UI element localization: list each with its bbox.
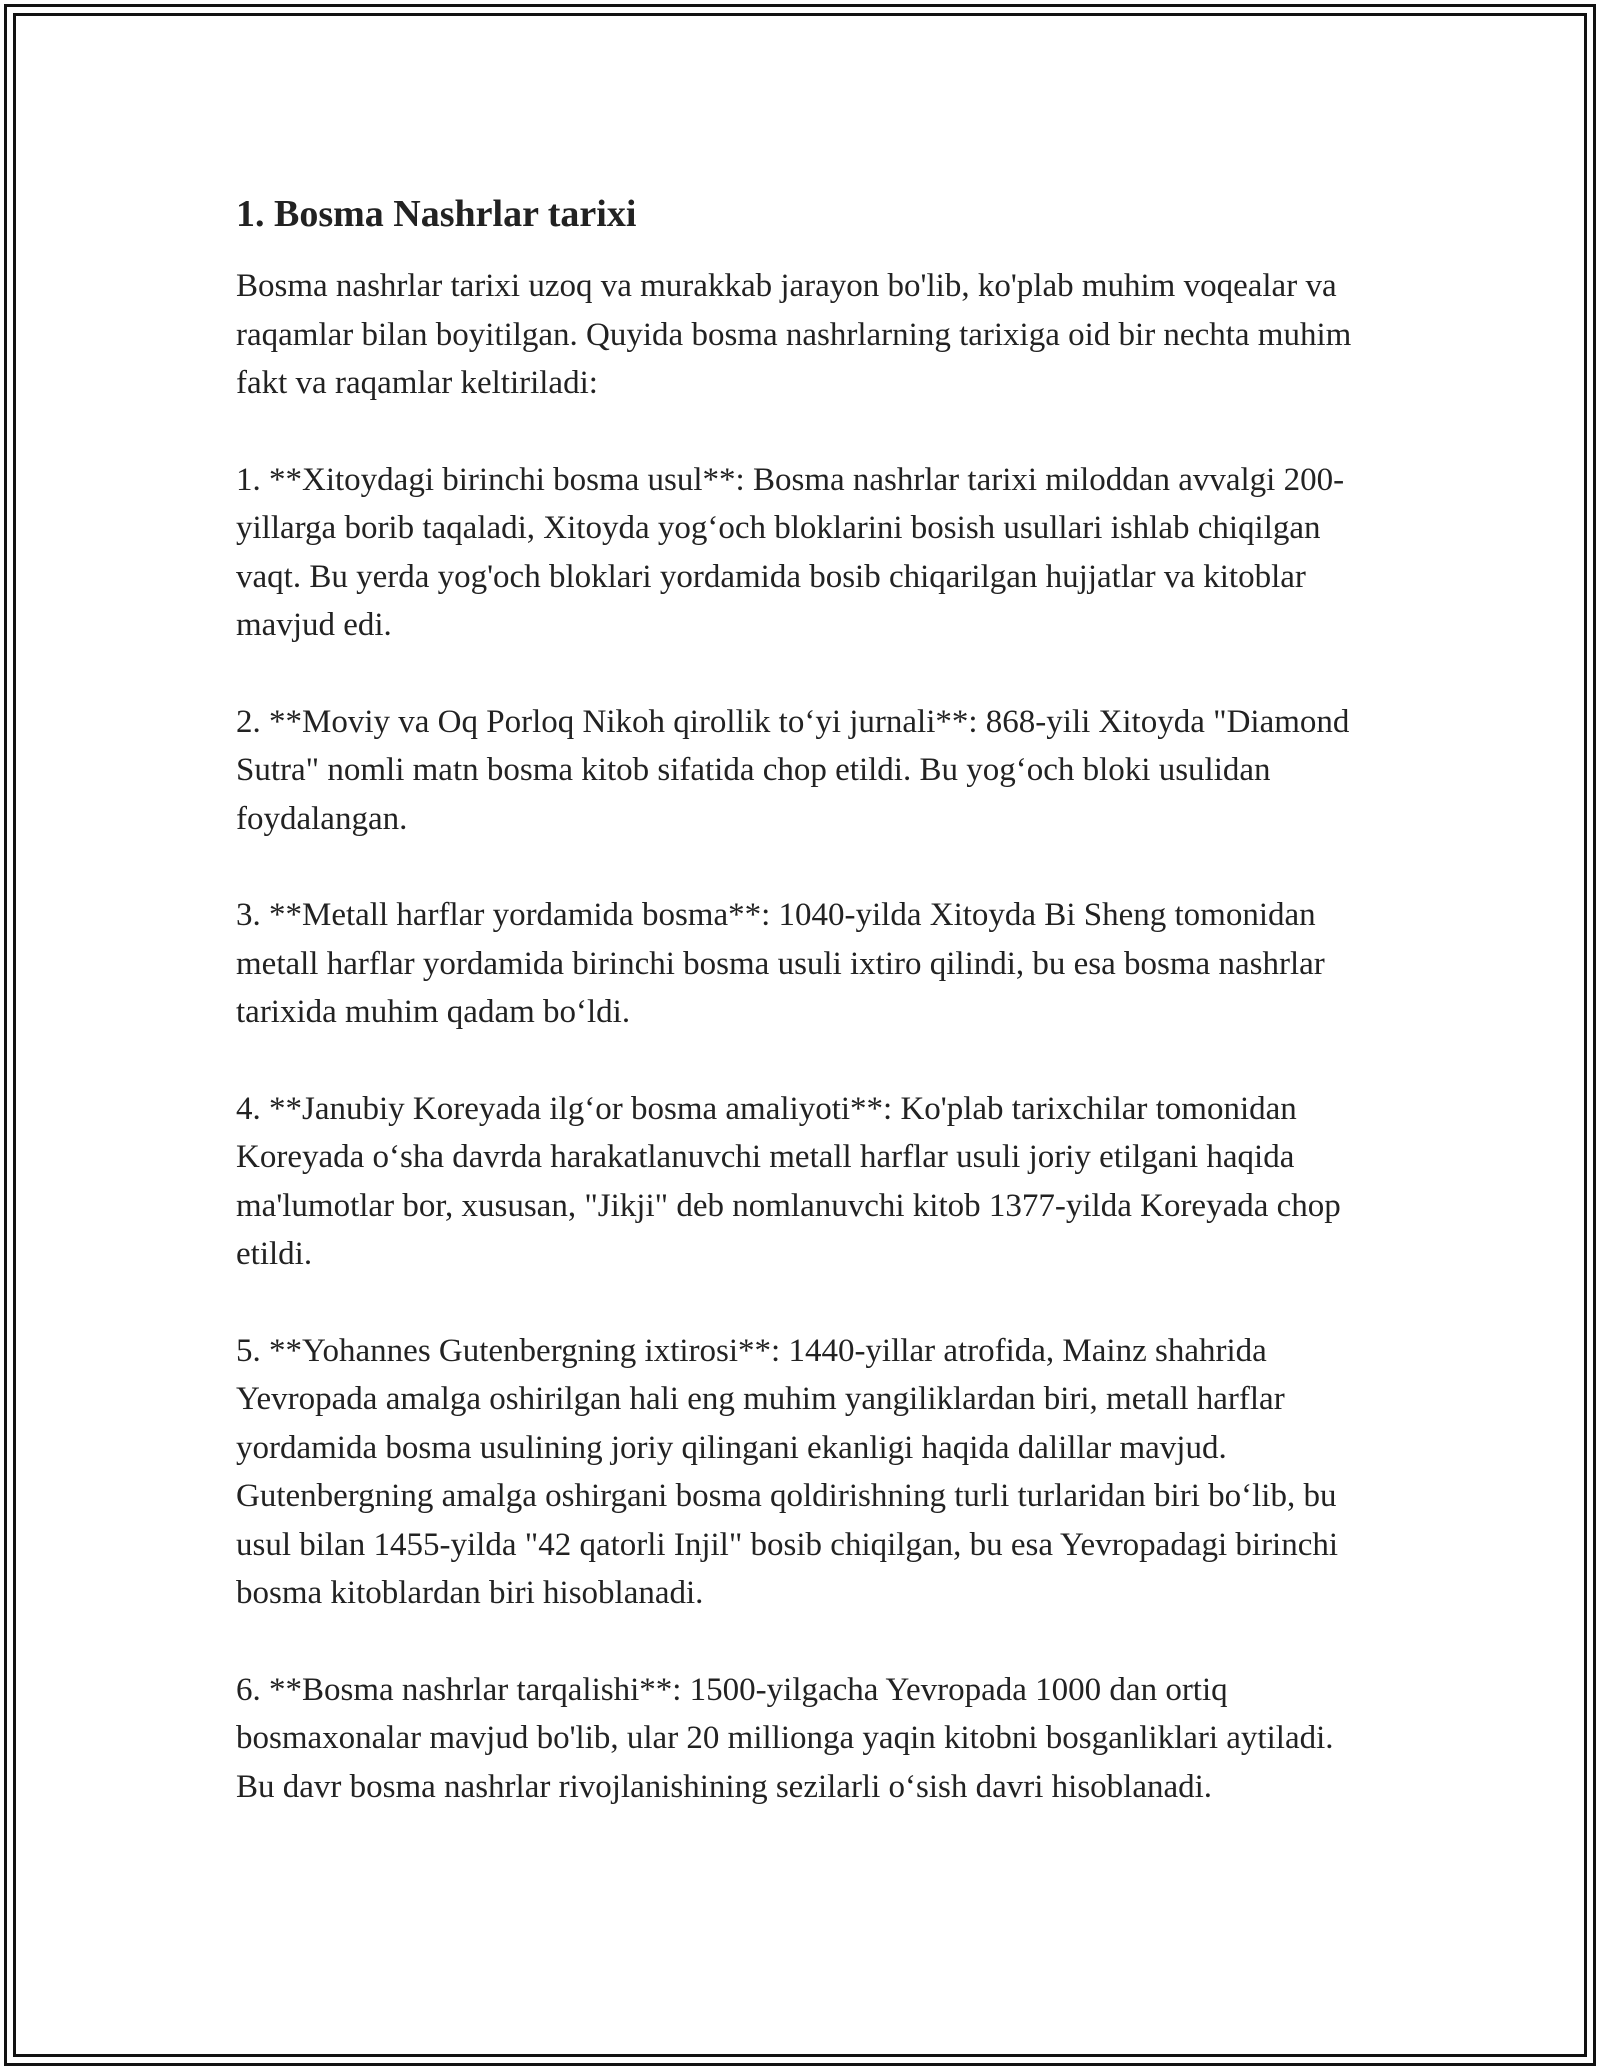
document-body: [236, 188, 1364, 1859]
document-title: 1. Bosma Nashrlar tarixi: [236, 193, 637, 235]
intro-paragraph: Bosma nashrlar tarixi uzoq va murakkab jarayon bo'lib, ko'plab muhim voqealar va raqamlar bilan boyitilgan. Quyida bosma nashrlarning tarixiga oid bir nechta muhim fakt va raqamlar keltiriladi:: [236, 268, 1352, 401]
list-item-1: 1. **Xitoydagi birinchi bosma usul**: Bosma nashrlar tarixi miloddan avvalgi 200-yillarga borib taqaladi, Xitoyda yog‘och bloklarini bosish usullari ishlab chiqilgan vaqt. Bu yerda yog'och bloklari yordamida bosib chiqarilgan hujjatlar va kitoblar mavjud edi.: [236, 461, 1345, 643]
list-item-5: 5. **Yohannes Gutenbergning ixtirosi**: 1440-yillar atrofida, Mainz shahrida Yevropada amalga oshirilgan hali eng muhim yangiliklardan biri, metall harflar yordamida bosma usulining joriy qilingani ekanligi haqida dalillar mavjud. Gutenbergning amalga oshirgani bosma qoldirishning turli turlaridan biri bo‘lib, bu usul bilan 1455-yilda "42 qatorli Injil" bosib chiqilgan, bu esa Yevropadagi birinchi bosma kitoblardan biri hisoblanadi.: [236, 1332, 1339, 1611]
list-item-2: 2. **Moviy va Oq Porloq Nikoh qirollik to‘yi jurnali**: 868-yili Xitoyda "Diamond Sutra" nomli matn bosma kitob sifatida chop etildi. Bu yog‘och bloki usulidan foydalangan.: [236, 703, 1350, 837]
list-item-6: 6. **Bosma nashrlar tarqalishi**: 1500-yilgacha Yevropada 1000 dan ortiq bosmaxonalar mavjud bo'lib, ular 20 millionga yaqin kitobni bosganliklari aytiladi. Bu davr bosma nashrlar rivojlanishining sezilarli o‘sish davri hisoblanadi.: [236, 1671, 1334, 1805]
list-item-3: 3. **Metall harflar yordamida bosma**: 1040-yilda Xitoyda Bi Sheng tomonidan metall harflar yordamida birinchi bosma usuli ixtiro qilindi, bu esa bosma nashrlar tarixida muhim qadam bo‘ldi.: [236, 897, 1325, 1030]
list-item-4: 4. **Janubiy Koreyada ilg‘or bosma amaliyoti**: Ko'plab tarixchilar tomonidan Koreyada o‘sha davrda harakatlanuvchi metall harflar usuli joriy etilgani haqida ma'lumotlar bor, xususan, "Jikji" deb nomlanuvchi kitob 1377-yilda Koreyada chop etildi.: [236, 1090, 1341, 1272]
